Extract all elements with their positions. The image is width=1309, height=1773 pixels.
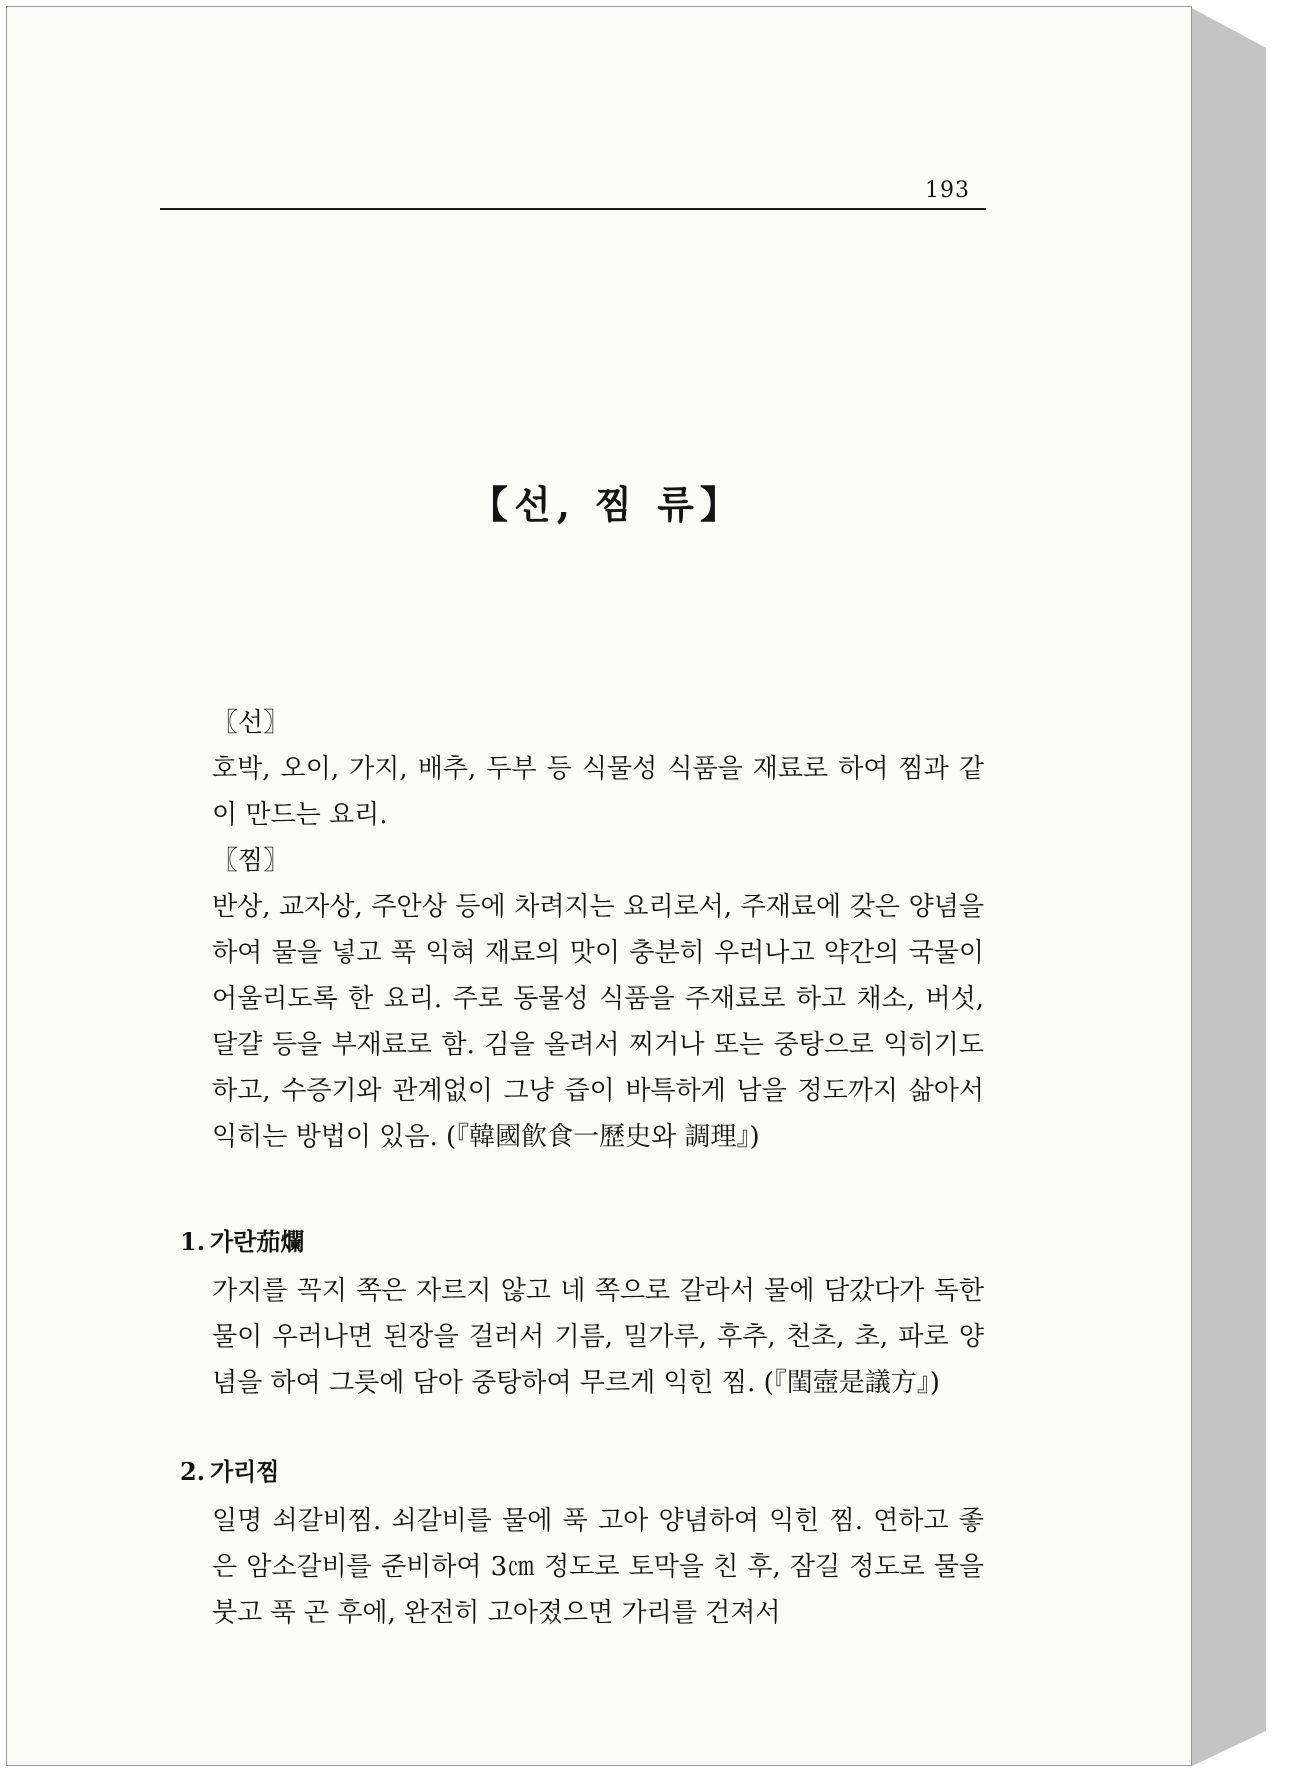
entry-2-title: 가리찜 xyxy=(210,1457,280,1486)
entry-2-heading xyxy=(180,1452,280,1487)
entry-2-number: 2. xyxy=(180,1457,206,1486)
entry-1-heading xyxy=(180,1222,304,1257)
entry-1-body: 가지를 꼭지 쪽은 자르지 않고 네 쪽으로 갈라서 물에 담갔다가 독한 물이 우러나면 된장을 걸러서 기름, 밀가루, 후추, 천초, 초, 파로 양념을 하여 그릇에 담아 중탕하여 무르게 익힌 찜. (『閨壼是議方』) xyxy=(212,1276,984,1398)
jjim-definition: 반상, 교자상, 주안상 등에 차려지는 요리로서, 주재료에 갖은 양념을 하여 물을 넣고 푹 익혀 재료의 맛이 충분히 우러나고 약간의 국물이 어울리도록 한 요리. 주로 동물성 식품을 주재료로 하고 채소, 버섯, 달걀 등을 부재료로 함. 김을 올려서 찌거나 또는 중탕으로 익히기도 하고, 수증기와 관계없이 그냥 즙이 바특하게 남을 정도까지 삶아서 익히는 방법이 있음. (『韓國飮食一歷史와 調理』) xyxy=(212,892,984,1152)
entry-1-title: 가란茄爛 xyxy=(210,1227,305,1256)
jjim-heading: 〖찜〗 xyxy=(212,846,290,876)
entry-2-body: 일명 쇠갈비찜. 쇠갈비를 물에 푹 고아 양념하여 익힌 찜. 연하고 좋은 암소갈비를 준비하여 3㎝ 정도로 토막을 친 후, 잠길 정도로 물을 붓고 푹 곤 후에, 완전히 고아졌으면 가리를 건져서 xyxy=(212,1506,984,1628)
section-title: 【선, 찜 류】 xyxy=(470,482,744,527)
seon-definition: 호박, 오이, 가지, 배추, 두부 등 식물성 식품을 재료로 하여 찜과 같이 만드는 요리. xyxy=(212,754,984,830)
entry-1-number: 1. xyxy=(180,1227,206,1256)
header-rule xyxy=(160,208,986,210)
seon-heading: 〖선〗 xyxy=(212,708,290,738)
page-stack-edge xyxy=(1192,6,1266,1766)
page-number: 193 xyxy=(925,178,970,203)
